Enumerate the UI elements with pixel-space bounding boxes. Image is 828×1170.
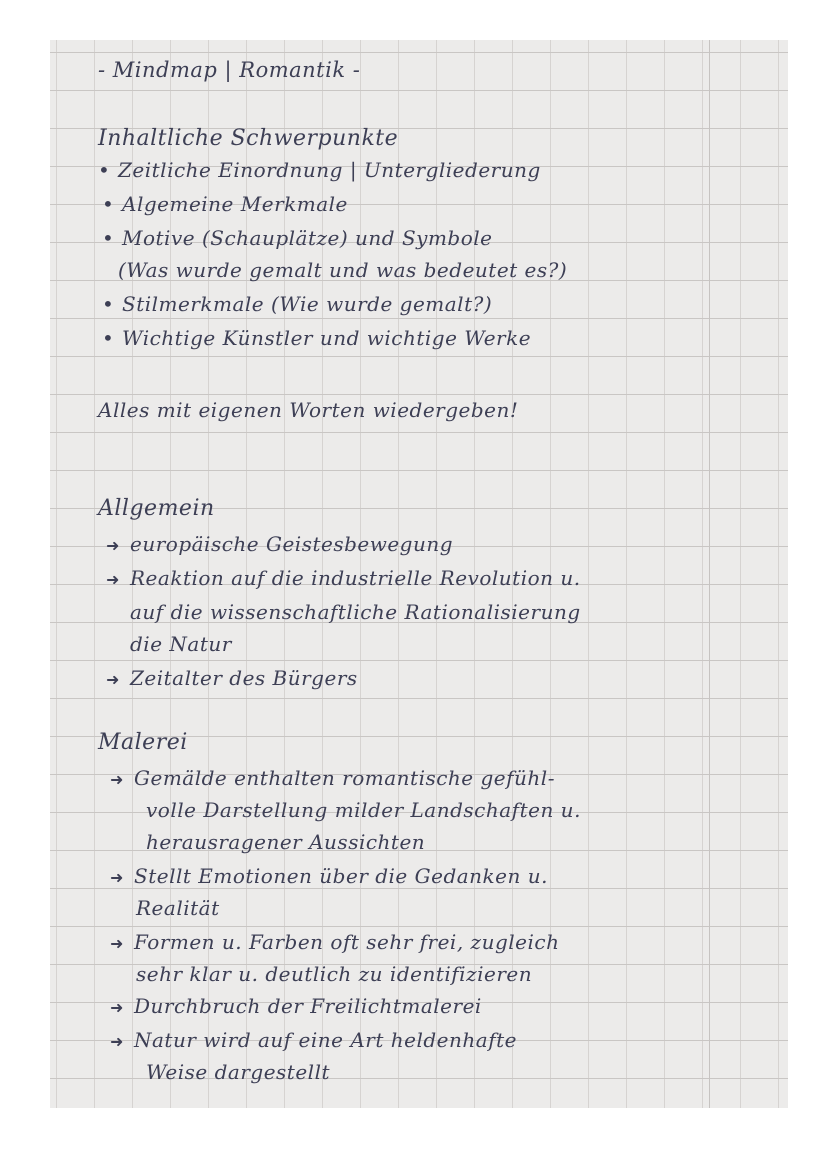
painting-item-continuation: Realität bbox=[136, 896, 220, 920]
painting-heading: Malerei bbox=[98, 730, 188, 755]
page-title: - Mindmap | Romantik - bbox=[98, 58, 361, 82]
general-item-continuation: die Natur bbox=[130, 632, 232, 656]
notebook-page bbox=[50, 40, 788, 1108]
general-heading: Allgemein bbox=[98, 496, 215, 521]
arrow-icon: ➜ bbox=[110, 1032, 124, 1051]
arrow-icon: ➜ bbox=[110, 868, 124, 887]
general-item-continuation: auf die wissenschaftliche Rationalisierung bbox=[130, 600, 581, 624]
painting-item-continuation: volle Darstellung milder Landschaften u. bbox=[146, 798, 581, 822]
focus-item: • Zeitliche Einordnung | Untergliederung bbox=[98, 158, 541, 182]
general-item: ➜ europäische Geistesbewegung bbox=[106, 532, 454, 556]
painting-item: ➜ Natur wird auf eine Art heldenhafte bbox=[110, 1028, 517, 1052]
arrow-icon: ➜ bbox=[110, 998, 124, 1017]
bullet-icon: • bbox=[102, 326, 115, 350]
bullet-icon: • bbox=[98, 158, 111, 182]
bullet-icon: • bbox=[102, 226, 115, 250]
painting-item-continuation: sehr klar u. deutlich zu identifizieren bbox=[136, 962, 533, 986]
focus-heading: Inhaltliche Schwerpunkte bbox=[98, 126, 399, 151]
focus-item: • Algemeine Merkmale bbox=[102, 192, 348, 216]
bullet-icon: • bbox=[102, 292, 115, 316]
arrow-icon: ➜ bbox=[110, 934, 124, 953]
arrow-icon: ➜ bbox=[106, 670, 120, 689]
focus-item-continuation: (Was wurde gemalt und was bedeutet es?) bbox=[118, 258, 568, 282]
handwritten-notes bbox=[50, 40, 788, 1108]
painting-item: ➜ Gemälde enthalten romantische gefühl- bbox=[110, 766, 555, 790]
painting-item: ➜ Durchbruch der Freilichtmalerei bbox=[110, 994, 482, 1018]
arrow-icon: ➜ bbox=[106, 570, 120, 589]
arrow-icon: ➜ bbox=[106, 536, 120, 555]
painting-item-continuation: herausragener Aussichten bbox=[146, 830, 426, 854]
bullet-icon: • bbox=[102, 192, 115, 216]
focus-note: Alles mit eigenen Worten wiedergeben! bbox=[98, 398, 519, 422]
painting-item: ➜ Formen u. Farben oft sehr frei, zugleich bbox=[110, 930, 560, 954]
focus-item: • Stilmerkmale (Wie wurde gemalt?) bbox=[102, 292, 493, 316]
painting-item-continuation: Weise dargestellt bbox=[146, 1060, 331, 1084]
general-item: ➜ Zeitalter des Bürgers bbox=[106, 666, 358, 690]
painting-item: ➜ Stellt Emotionen über die Gedanken u. bbox=[110, 864, 548, 888]
focus-item: • Wichtige Künstler und wichtige Werke bbox=[102, 326, 532, 350]
focus-item: • Motive (Schauplätze) und Symbole bbox=[102, 226, 493, 250]
general-item: ➜ Reaktion auf die industrielle Revolution u. bbox=[106, 566, 581, 590]
arrow-icon: ➜ bbox=[110, 770, 124, 789]
